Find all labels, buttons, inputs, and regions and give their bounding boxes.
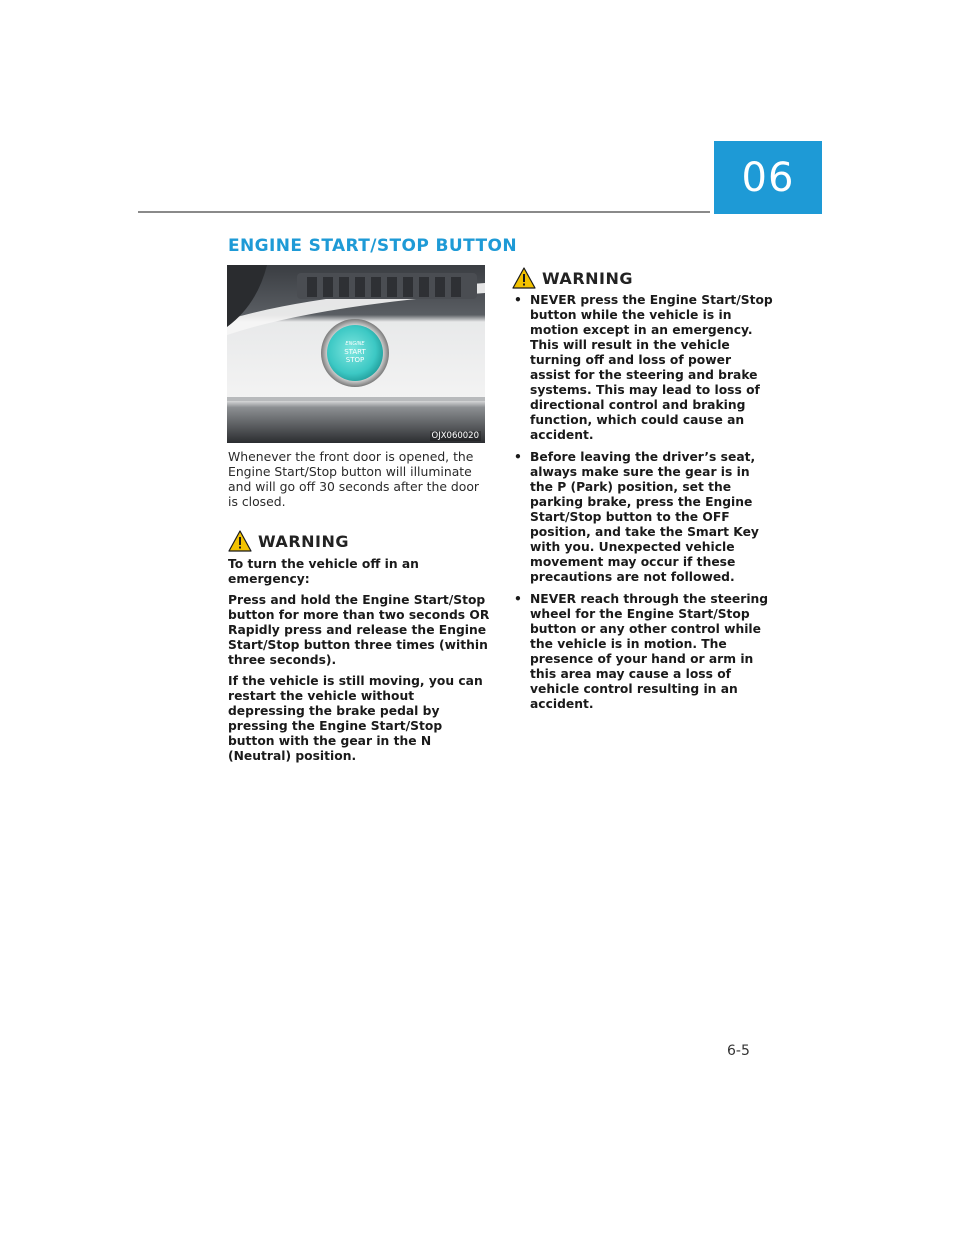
warning1-paragraph: To turn the vehicle off in an emergency: [228,557,419,586]
button-label-start: START [344,348,366,356]
warning-triangle-icon [228,529,252,553]
engine-start-button-photo [227,265,485,443]
warning-triangle-icon [512,266,536,290]
button-label-stop: STOP [345,356,365,364]
intro-paragraph: Whenever the front door is opened, the Engine Start/Stop button will illuminate and will go off 30 seconds after the door is closed. [228,449,480,509]
list-item: • NEVER press the Engine Start/Stop button while the vehicle is in motion except in an emergency. This will result in the vehicle turning off and loss of power assist for the steering and brake systems. This may lead to loss of directional control and braking function, which could cause an accident. [512,293,774,443]
warning-title-1: WARNING [258,531,349,551]
warning-heading-2 [512,266,633,290]
warning-body-1 [228,557,490,770]
section-title: ENGINE START/STOP BUTTON [228,236,517,256]
warning1-paragraph: If the vehicle is still moving, you can restart the vehicle without depressing the brake pedal by pressing the Engine Start/Stop button with the gear in the N (Neutral) position. [228,674,483,763]
chapter-number: 06 [741,154,795,201]
figure-code: OJX060020 [431,431,479,441]
chapter-tab [714,141,822,214]
page-number: 6-5 [727,1043,750,1059]
warning-body-2 [512,293,774,719]
header-divider [138,211,710,213]
warning-title-2: WARNING [542,268,633,288]
list-item: • NEVER reach through the steering wheel for the Engine Start/Stop button or any other control while the vehicle is in motion. The presence of your hand or arm in this area may cause a loss of vehicle control resulting in an accident. [512,592,774,712]
warning-heading-1 [228,529,349,553]
warning2-list [512,293,774,712]
list-item: • Before leaving the driver’s seat, always make sure the gear is in the P (Park) position, set the parking brake, press the Engine Start/Stop button to the OFF position, and take the Smart Key with you. Unexpected vehicle movement may occur if these precautions are not followed. [512,450,774,585]
warning1-paragraph: Press and hold the Engine Start/Stop button for more than two seconds OR Rapidly press and release the Engine Start/Stop button three times (within three seconds). [228,593,490,667]
button-label-engine: ENGINE [345,341,365,347]
